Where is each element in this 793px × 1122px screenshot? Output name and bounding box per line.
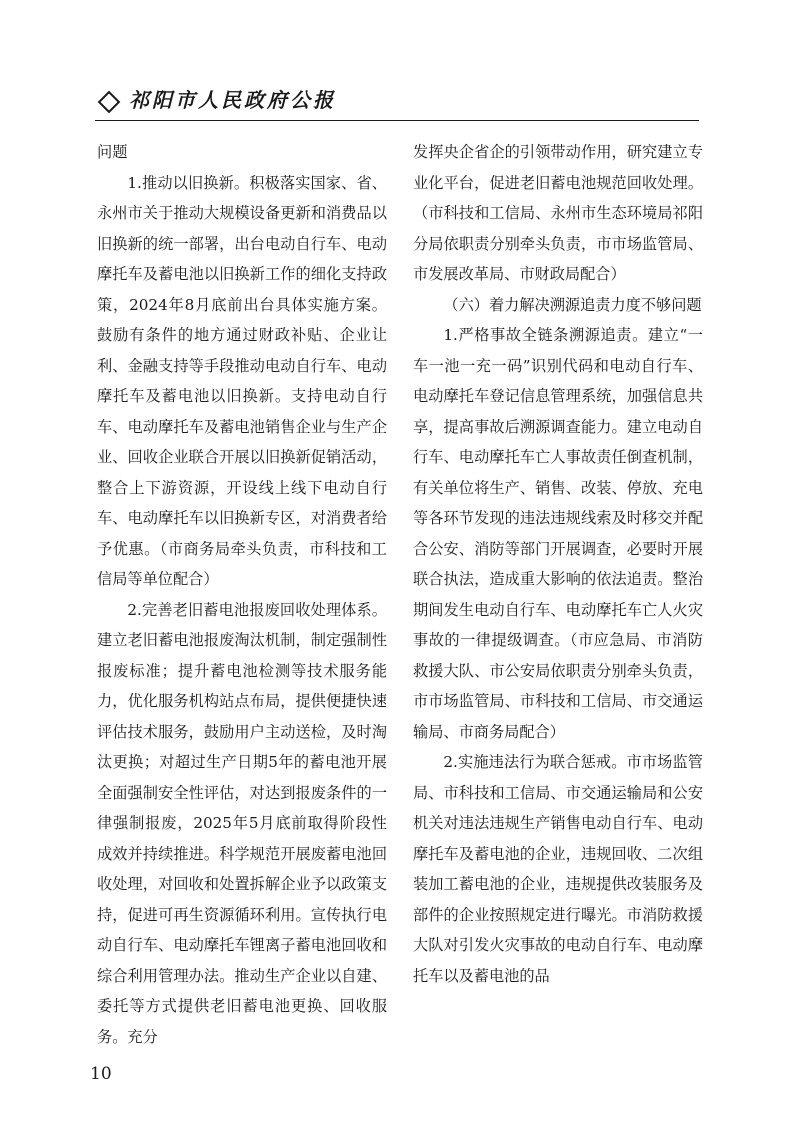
paragraph: 1.推动以旧换新。积极落实国家、省、永州市关于推动大规模设备更新和消费品以旧换新的统一部署，出台电动自行车、电动摩托车及蓄电池以旧换新工作的细化支持政策，2024年8月底前出台具体实施方案。鼓励有条件的地方通过财政补贴、企业让利、金融支持等手段推动电动自行车、电动摩托车及蓄电池以旧换新。支持电动自行车、电动摩托车及蓄电池销售企业与生产企业、回收企业联合开展以旧换新促销活动，整合上下游资源，开设线上线下电动自行车、电动摩托车以旧换新专区，对消费者给予优惠。（市商务局牵头负责，市科技和工信局等单位配合） — [97, 173, 387, 588]
page-header — [95, 86, 699, 122]
right-column — [413, 137, 703, 991]
gazette-title: 祁阳市人民政府公报 — [129, 88, 336, 112]
paragraph: 2.实施违法行为联合惩戒。市市场监管局、市科技和工信局、市交通运输局和公安机关对违法违规生产销售电动自行车、电动摩托车及蓄电池的企业，违规回收、二次组装加工蓄电池的企业，违规提供改装服务及部件的企业按照规定进行曝光。市消防救援大队对引发火灾事故的电动自行车、电动摩托车以及蓄电池的品 — [413, 753, 703, 985]
paragraph: 问题 — [97, 143, 128, 161]
section-heading: （六）着力解决溯源追责力度不够问题 — [443, 295, 702, 314]
header-rule — [95, 120, 699, 121]
paragraph: 发挥央企省企的引领带动作用，研究建立专业化平台，促进老旧蓄电池规范回收处理。（市科技和工信局、永州市生态环境局祁阳分局依职责分别牵头负责，市市场监管局、市发展改革局、市财政局配合） — [413, 143, 703, 283]
diamond-icon — [98, 91, 121, 114]
paragraph: 1.严格事故全链条溯源追责。建立“一车一池一充一码”识别代码和电动自行车、电动摩托车登记信息管理系统，加强信息共享，提高事故后溯源调查能力。建立电动自行车、电动摩托车亡人事故责任倒查机制，有关单位将生产、销售、改装、停放、充电等各环节发现的违法违规线索及时移交并配合公安、消防等部门开展调查，必要时开展联合执法，造成重大影响的依法追责。整治期间发生电动自行车、电动摩托车亡人火灾事故的一律提级调查。（市应急局、市消防救援大队、市公安局依职责分别牵头负责，市市场监管局、市科技和工信局、市交通运输局、市商务局配合） — [413, 326, 703, 741]
paragraph: 2.完善老旧蓄电池报废回收处理体系。建立老旧蓄电池报废淘汰机制，制定强制性报废标准；提升蓄电池检测等技术服务能力，优化服务机构站点布局，提供便捷快速评估技术服务，鼓励用户主动送检，及时淘汰更换；对超过生产日期5年的蓄电池开展全面强制安全性评估，对达到报废条件的一律强制报废，2025年5月底前取得阶段性成效并持续推进。科学规范开展废蓄电池回收处理，对回收和处置拆解企业予以政策支持，促进可再生资源循环利用。宣传执行电动自行车、电动摩托车锂离子蓄电池回收和综合利用管理办法。推动生产企业以自建、委托等方式提供老旧蓄电池更换、回收服务。充分 — [97, 600, 387, 1046]
page-number: 10 — [90, 1064, 112, 1084]
left-column — [97, 137, 387, 1052]
